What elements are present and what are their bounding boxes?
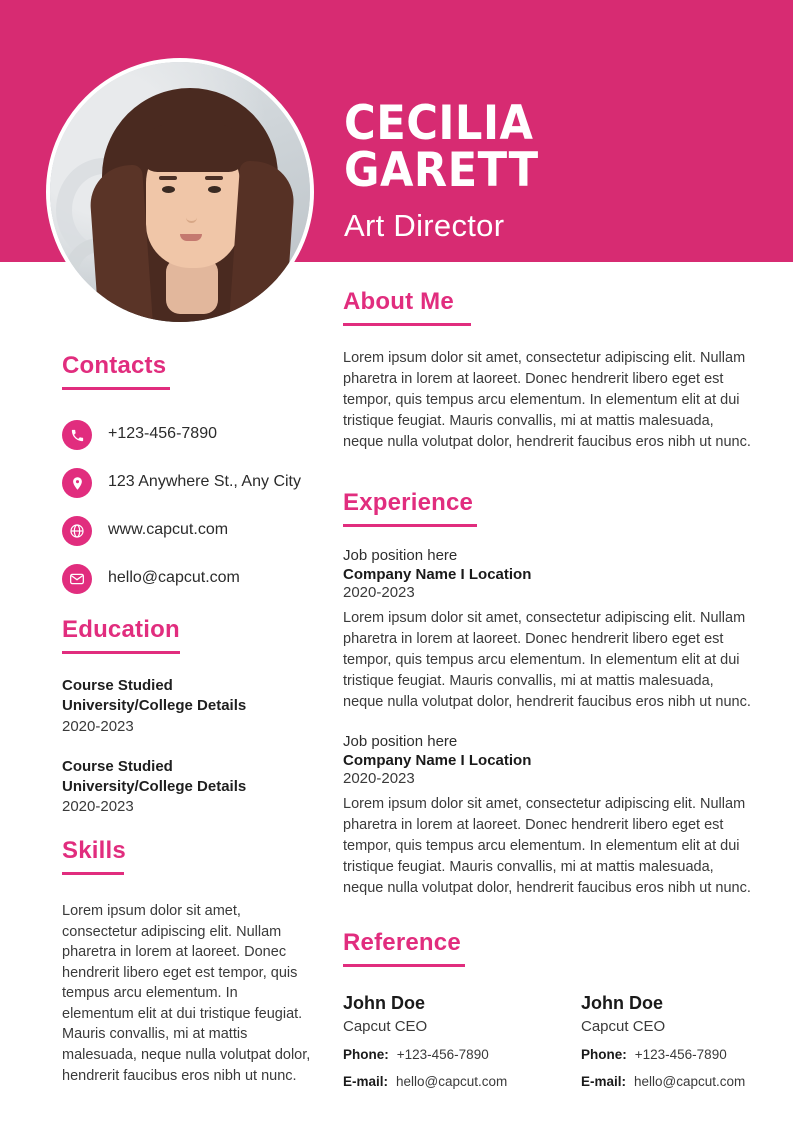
education-date: 2020-2023	[62, 717, 134, 735]
header-text-block	[344, 96, 764, 244]
education-list	[62, 676, 312, 815]
experience-heading-rule	[343, 524, 477, 527]
experience-description: Lorem ipsum dolor sit amet, consectetur adipiscing elit. Nullam pharetra in lorem at laoreet. Donec hendrerit libero eget est tempor, quis tempus arcu elementum. In elementum elit at dui tristique feugiat. Mauris convallis, mi at mattis malesuada, neque nulla volutpat dolor, hendrerit faucibus eros nibh ut nunc.	[343, 796, 751, 897]
reference-phone-line	[581, 1047, 751, 1062]
education-school: University/College Details	[62, 697, 247, 715]
education-heading: Education	[62, 616, 180, 643]
globe-icon	[62, 516, 92, 546]
contact-item-address[interactable]	[62, 468, 312, 498]
education-date: 2020-2023	[62, 798, 134, 815]
reference-item	[581, 993, 751, 1089]
avatar	[46, 58, 314, 326]
portrait-eye-right	[208, 186, 221, 193]
right-column	[343, 288, 751, 1089]
envelope-icon	[62, 564, 92, 594]
section-reference	[343, 929, 751, 1089]
contact-item-email[interactable]	[62, 564, 312, 594]
education-course: Course Studied	[62, 677, 173, 694]
phone-icon	[62, 420, 92, 450]
about-body-text: Lorem ipsum dolor sit amet, consectetur adipiscing elit. Nullam pharetra in lorem at laoreet. Donec hendrerit libero eget est tempor, quis tempus arcu elementum. In elementum elit at dui tristique feugiat. Mauris convallis, mi at mattis malesuada, neque nulla volutpat dolor, hendrerit faucibus eros nibh ut nunc.	[343, 350, 751, 451]
portrait-eye-left	[162, 186, 175, 193]
portrait-mouth	[180, 234, 202, 241]
section-about	[343, 288, 751, 453]
portrait-brow-left	[159, 176, 177, 180]
skills-body-text: Lorem ipsum dolor sit amet, consectetur adipiscing elit. Nullam pharetra in lorem at laoreet. Donec hendrerit libero eget est tempor, quis tempus arcu elementum. In elementum elit at dui tristique feugiat. Mauris convallis, mi at mattis malesuada, neque nulla volutpat dolor, hendrerit faucibus eros nibh ut nunc.	[62, 903, 311, 1084]
contact-item-website[interactable]	[62, 516, 312, 546]
education-school: University/College Details	[62, 777, 247, 795]
experience-heading: Experience	[343, 489, 474, 517]
reference-email-label: E-mail:	[581, 1074, 627, 1090]
reference-name: John Doe	[581, 993, 664, 1014]
reference-email-line	[343, 1074, 513, 1089]
contact-email-text: hello@capcut.com	[108, 569, 240, 586]
portrait-fringe	[140, 124, 246, 172]
reference-phone-line	[343, 1047, 513, 1062]
location-pin-icon	[62, 468, 92, 498]
page-title: CECILIA GARETT	[344, 96, 539, 198]
section-contacts	[62, 352, 312, 594]
section-education	[62, 616, 312, 815]
reference-item	[343, 993, 513, 1089]
contacts-heading: Contacts	[62, 352, 167, 379]
education-course: Course Studied	[62, 757, 173, 775]
about-heading-rule	[343, 323, 471, 326]
reference-phone-label: Phone:	[581, 1047, 627, 1063]
job-title-subtitle: Art Director	[344, 208, 505, 243]
contact-item-phone[interactable]	[62, 420, 312, 450]
experience-item	[343, 733, 751, 899]
skills-heading-rule	[62, 872, 124, 875]
contacts-heading-rule	[62, 387, 170, 390]
left-column	[62, 352, 312, 1086]
reference-email-label: E-mail:	[343, 1074, 389, 1090]
portrait-nose	[186, 210, 197, 223]
reference-name: John Doe	[343, 993, 426, 1014]
education-heading-rule	[62, 651, 180, 654]
reference-heading: Reference	[343, 929, 461, 957]
reference-phone-label: Phone:	[343, 1047, 389, 1063]
contacts-list	[62, 420, 312, 594]
skills-heading: Skills	[62, 837, 126, 864]
reference-email-line	[581, 1074, 751, 1089]
reference-email-value: hello@capcut.com	[634, 1074, 746, 1090]
reference-email-value: hello@capcut.com	[396, 1074, 508, 1090]
section-skills	[62, 837, 312, 1086]
portrait-hair-right	[228, 160, 296, 326]
contact-address-text: 123 Anywhere St., Any City	[108, 473, 301, 490]
experience-date: 2020-2023	[343, 584, 415, 602]
experience-item	[343, 547, 751, 713]
education-item	[62, 676, 312, 735]
about-heading: About Me	[343, 288, 454, 315]
contact-phone-text: +123-456-7890	[108, 425, 217, 442]
experience-description: Lorem ipsum dolor sit amet, consectetur adipiscing elit. Nullam pharetra in lorem at laoreet. Donec hendrerit libero eget est tempor, quis tempus arcu elementum. In elementum elit at dui tristique feugiat. Mauris convallis, mi at mattis malesuada, neque nulla volutpat dolor, hendrerit faucibus eros nibh ut nunc.	[343, 610, 751, 711]
reference-phone-value: +123-456-7890	[396, 1047, 489, 1063]
education-item	[62, 757, 312, 816]
reference-list	[343, 993, 751, 1089]
experience-company: Company Name I Location	[343, 566, 532, 584]
reference-role: Capcut CEO	[343, 1018, 428, 1036]
portrait-brow-right	[205, 176, 223, 180]
contact-website-text: www.capcut.com	[108, 521, 229, 538]
reference-phone-value: +123-456-7890	[634, 1047, 727, 1063]
section-experience	[343, 489, 751, 899]
reference-role: Capcut CEO	[581, 1018, 666, 1036]
experience-date: 2020-2023	[343, 770, 415, 788]
experience-company: Company Name I Location	[343, 752, 532, 770]
reference-heading-rule	[343, 964, 465, 967]
experience-position: Job position here	[343, 733, 458, 751]
experience-position: Job position here	[343, 547, 458, 565]
